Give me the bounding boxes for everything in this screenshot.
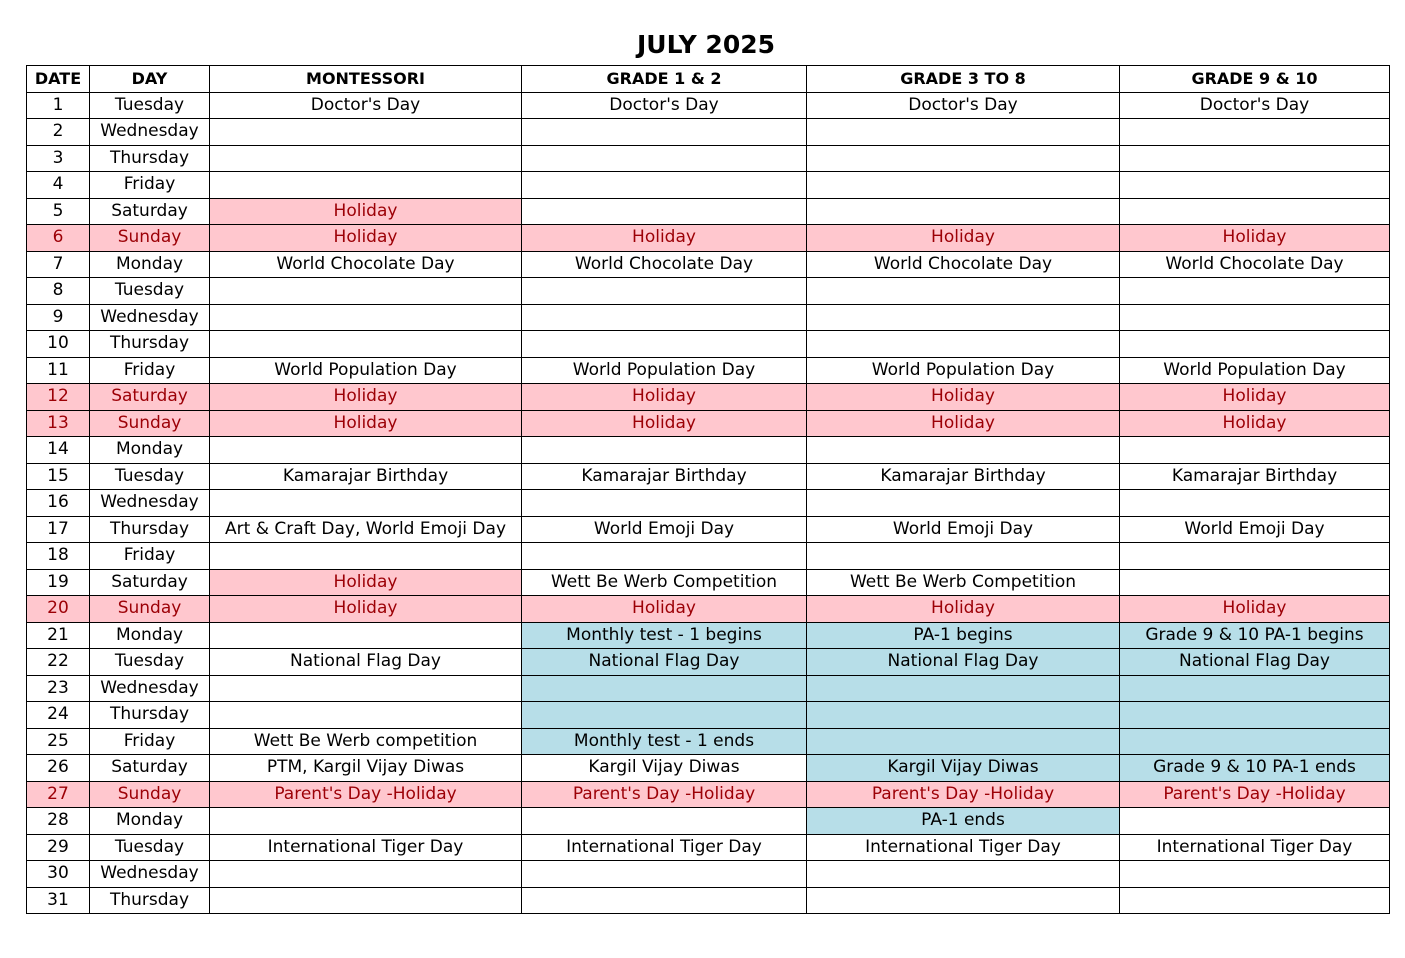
table-row: [27, 596, 1390, 623]
day-cell: Tuesday: [90, 649, 210, 676]
grade-9-10-cell: [1120, 543, 1390, 570]
day-cell: Monday: [90, 437, 210, 464]
grade-3-8-cell: Doctor's Day: [807, 92, 1120, 119]
day-cell: Saturday: [90, 384, 210, 411]
grade-9-10-cell: [1120, 278, 1390, 305]
grade-9-10-cell: [1120, 172, 1390, 199]
header-day: DAY: [90, 66, 210, 93]
table-row: [27, 92, 1390, 119]
table-row: [27, 304, 1390, 331]
day-cell: Saturday: [90, 755, 210, 782]
day-cell: Thursday: [90, 516, 210, 543]
grade-3-8-cell: [807, 198, 1120, 225]
grade-1-2-cell: [522, 304, 807, 331]
montessori-cell: Holiday: [210, 225, 522, 252]
montessori-cell: World Chocolate Day: [210, 251, 522, 278]
table-row: [27, 251, 1390, 278]
day-cell: Tuesday: [90, 278, 210, 305]
montessori-cell: [210, 145, 522, 172]
grade-3-8-cell: [807, 119, 1120, 146]
grade-1-2-cell: [522, 702, 807, 729]
montessori-cell: World Population Day: [210, 357, 522, 384]
header-grade-3-8: GRADE 3 TO 8: [807, 66, 1120, 93]
grade-9-10-cell: Grade 9 & 10 PA-1 begins: [1120, 622, 1390, 649]
date-cell: 29: [27, 834, 90, 861]
grade-1-2-cell: [522, 145, 807, 172]
day-cell: Sunday: [90, 225, 210, 252]
table-row: [27, 384, 1390, 411]
grade-3-8-cell: PA-1 ends: [807, 808, 1120, 835]
grade-3-8-cell: World Chocolate Day: [807, 251, 1120, 278]
montessori-cell: [210, 808, 522, 835]
day-cell: Wednesday: [90, 119, 210, 146]
grade-1-2-cell: Holiday: [522, 225, 807, 252]
date-cell: 3: [27, 145, 90, 172]
montessori-cell: Art & Craft Day, World Emoji Day: [210, 516, 522, 543]
grade-1-2-cell: Wett Be Werb Competition: [522, 569, 807, 596]
grade-9-10-cell: [1120, 861, 1390, 888]
table-row: [27, 463, 1390, 490]
day-cell: Thursday: [90, 702, 210, 729]
table-row: [27, 781, 1390, 808]
date-cell: 24: [27, 702, 90, 729]
grade-1-2-cell: World Chocolate Day: [522, 251, 807, 278]
grade-1-2-cell: [522, 437, 807, 464]
table-row: [27, 278, 1390, 305]
grade-9-10-cell: Holiday: [1120, 384, 1390, 411]
table-row: [27, 331, 1390, 358]
grade-9-10-cell: International Tiger Day: [1120, 834, 1390, 861]
grade-3-8-cell: [807, 543, 1120, 570]
grade-3-8-cell: World Population Day: [807, 357, 1120, 384]
header-grade-9-10: GRADE 9 & 10: [1120, 66, 1390, 93]
date-cell: 17: [27, 516, 90, 543]
grade-9-10-cell: National Flag Day: [1120, 649, 1390, 676]
day-cell: Saturday: [90, 198, 210, 225]
grade-3-8-cell: International Tiger Day: [807, 834, 1120, 861]
table-row: [27, 675, 1390, 702]
grade-3-8-cell: Kargil Vijay Diwas: [807, 755, 1120, 782]
grade-9-10-cell: [1120, 119, 1390, 146]
montessori-cell: PTM, Kargil Vijay Diwas: [210, 755, 522, 782]
montessori-cell: International Tiger Day: [210, 834, 522, 861]
date-cell: 12: [27, 384, 90, 411]
montessori-cell: Doctor's Day: [210, 92, 522, 119]
grade-1-2-cell: Kargil Vijay Diwas: [522, 755, 807, 782]
grade-9-10-cell: [1120, 702, 1390, 729]
table-row: [27, 543, 1390, 570]
grade-9-10-cell: Holiday: [1120, 225, 1390, 252]
day-cell: Friday: [90, 543, 210, 570]
day-cell: Thursday: [90, 887, 210, 914]
table-row: [27, 490, 1390, 517]
table-row: [27, 569, 1390, 596]
day-cell: Tuesday: [90, 463, 210, 490]
grade-1-2-cell: Holiday: [522, 410, 807, 437]
date-cell: 5: [27, 198, 90, 225]
grade-1-2-cell: Holiday: [522, 384, 807, 411]
montessori-cell: Holiday: [210, 410, 522, 437]
grade-9-10-cell: Holiday: [1120, 596, 1390, 623]
date-cell: 16: [27, 490, 90, 517]
grade-1-2-cell: [522, 675, 807, 702]
montessori-cell: [210, 622, 522, 649]
grade-3-8-cell: PA-1 begins: [807, 622, 1120, 649]
day-cell: Wednesday: [90, 675, 210, 702]
montessori-cell: [210, 490, 522, 517]
grade-3-8-cell: [807, 702, 1120, 729]
grade-3-8-cell: [807, 490, 1120, 517]
date-cell: 7: [27, 251, 90, 278]
grade-9-10-cell: [1120, 198, 1390, 225]
date-cell: 10: [27, 331, 90, 358]
day-cell: Friday: [90, 172, 210, 199]
calendar-title: JULY 2025: [636, 30, 776, 59]
montessori-cell: [210, 437, 522, 464]
grade-9-10-cell: World Emoji Day: [1120, 516, 1390, 543]
grade-3-8-cell: Holiday: [807, 596, 1120, 623]
date-cell: 30: [27, 861, 90, 888]
date-cell: 6: [27, 225, 90, 252]
grade-1-2-cell: Doctor's Day: [522, 92, 807, 119]
montessori-cell: Kamarajar Birthday: [210, 463, 522, 490]
grade-3-8-cell: Holiday: [807, 384, 1120, 411]
grade-9-10-cell: [1120, 145, 1390, 172]
montessori-cell: Parent's Day -Holiday: [210, 781, 522, 808]
calendar-table: [26, 65, 1390, 914]
day-cell: Friday: [90, 357, 210, 384]
montessori-cell: [210, 278, 522, 305]
date-cell: 22: [27, 649, 90, 676]
date-cell: 13: [27, 410, 90, 437]
grade-9-10-cell: [1120, 808, 1390, 835]
table-row: [27, 887, 1390, 914]
grade-3-8-cell: Holiday: [807, 410, 1120, 437]
grade-3-8-cell: [807, 437, 1120, 464]
table-row: [27, 357, 1390, 384]
grade-1-2-cell: [522, 172, 807, 199]
grade-3-8-cell: National Flag Day: [807, 649, 1120, 676]
table-row: [27, 728, 1390, 755]
header-date: DATE: [27, 66, 90, 93]
grade-9-10-cell: Parent's Day -Holiday: [1120, 781, 1390, 808]
grade-1-2-cell: [522, 119, 807, 146]
grade-9-10-cell: [1120, 728, 1390, 755]
table-row: [27, 225, 1390, 252]
grade-3-8-cell: Parent's Day -Holiday: [807, 781, 1120, 808]
table-row: [27, 119, 1390, 146]
date-cell: 25: [27, 728, 90, 755]
grade-3-8-cell: [807, 331, 1120, 358]
grade-1-2-cell: [522, 543, 807, 570]
date-cell: 14: [27, 437, 90, 464]
grade-1-2-cell: Monthly test - 1 ends: [522, 728, 807, 755]
montessori-cell: [210, 887, 522, 914]
grade-9-10-cell: [1120, 331, 1390, 358]
montessori-cell: Holiday: [210, 569, 522, 596]
table-row: [27, 145, 1390, 172]
grade-9-10-cell: Holiday: [1120, 410, 1390, 437]
day-cell: Monday: [90, 251, 210, 278]
montessori-cell: Holiday: [210, 596, 522, 623]
date-cell: 11: [27, 357, 90, 384]
table-row: [27, 649, 1390, 676]
grade-3-8-cell: [807, 861, 1120, 888]
table-row: [27, 622, 1390, 649]
date-cell: 15: [27, 463, 90, 490]
day-cell: Thursday: [90, 145, 210, 172]
day-cell: Thursday: [90, 331, 210, 358]
grade-3-8-cell: [807, 728, 1120, 755]
montessori-cell: [210, 675, 522, 702]
grade-1-2-cell: [522, 198, 807, 225]
header-grade-1-2: GRADE 1 & 2: [522, 66, 807, 93]
grade-9-10-cell: [1120, 675, 1390, 702]
day-cell: Sunday: [90, 410, 210, 437]
grade-1-2-cell: Parent's Day -Holiday: [522, 781, 807, 808]
montessori-cell: [210, 172, 522, 199]
grade-1-2-cell: [522, 808, 807, 835]
grade-1-2-cell: [522, 278, 807, 305]
grade-9-10-cell: [1120, 490, 1390, 517]
date-cell: 9: [27, 304, 90, 331]
date-cell: 19: [27, 569, 90, 596]
date-cell: 4: [27, 172, 90, 199]
grade-9-10-cell: [1120, 569, 1390, 596]
date-cell: 21: [27, 622, 90, 649]
day-cell: Wednesday: [90, 490, 210, 517]
grade-9-10-cell: [1120, 437, 1390, 464]
grade-1-2-cell: [522, 490, 807, 517]
grade-1-2-cell: [522, 331, 807, 358]
grade-9-10-cell: World Population Day: [1120, 357, 1390, 384]
grade-1-2-cell: International Tiger Day: [522, 834, 807, 861]
grade-3-8-cell: [807, 278, 1120, 305]
date-cell: 20: [27, 596, 90, 623]
grade-3-8-cell: [807, 675, 1120, 702]
grade-9-10-cell: World Chocolate Day: [1120, 251, 1390, 278]
table-row: [27, 516, 1390, 543]
grade-1-2-cell: World Population Day: [522, 357, 807, 384]
table-row: [27, 172, 1390, 199]
montessori-cell: [210, 861, 522, 888]
grade-1-2-cell: World Emoji Day: [522, 516, 807, 543]
montessori-cell: National Flag Day: [210, 649, 522, 676]
montessori-cell: [210, 543, 522, 570]
grade-3-8-cell: Kamarajar Birthday: [807, 463, 1120, 490]
date-cell: 27: [27, 781, 90, 808]
grade-3-8-cell: [807, 172, 1120, 199]
grade-1-2-cell: [522, 861, 807, 888]
day-cell: Friday: [90, 728, 210, 755]
day-cell: Sunday: [90, 596, 210, 623]
day-cell: Monday: [90, 622, 210, 649]
grade-3-8-cell: Holiday: [807, 225, 1120, 252]
montessori-cell: Holiday: [210, 198, 522, 225]
montessori-cell: Holiday: [210, 384, 522, 411]
grade-9-10-cell: [1120, 304, 1390, 331]
date-cell: 2: [27, 119, 90, 146]
table-row: [27, 702, 1390, 729]
montessori-cell: [210, 119, 522, 146]
table-row: [27, 861, 1390, 888]
table-row: [27, 834, 1390, 861]
header-row: [27, 66, 1390, 93]
grade-1-2-cell: Monthly test - 1 begins: [522, 622, 807, 649]
table-row: [27, 437, 1390, 464]
grade-3-8-cell: World Emoji Day: [807, 516, 1120, 543]
table-row: [27, 410, 1390, 437]
calendar-body: [27, 92, 1390, 914]
date-cell: 18: [27, 543, 90, 570]
grade-1-2-cell: Holiday: [522, 596, 807, 623]
table-row: [27, 198, 1390, 225]
header-montessori: MONTESSORI: [210, 66, 522, 93]
grade-3-8-cell: [807, 304, 1120, 331]
grade-9-10-cell: [1120, 887, 1390, 914]
grade-3-8-cell: Wett Be Werb Competition: [807, 569, 1120, 596]
grade-1-2-cell: [522, 887, 807, 914]
date-cell: 8: [27, 278, 90, 305]
grade-3-8-cell: [807, 145, 1120, 172]
day-cell: Tuesday: [90, 92, 210, 119]
montessori-cell: [210, 331, 522, 358]
montessori-cell: Wett Be Werb competition: [210, 728, 522, 755]
grade-3-8-cell: [807, 887, 1120, 914]
day-cell: Wednesday: [90, 861, 210, 888]
montessori-cell: [210, 702, 522, 729]
day-cell: Wednesday: [90, 304, 210, 331]
day-cell: Saturday: [90, 569, 210, 596]
day-cell: Monday: [90, 808, 210, 835]
date-cell: 31: [27, 887, 90, 914]
montessori-cell: [210, 304, 522, 331]
grade-9-10-cell: Grade 9 & 10 PA-1 ends: [1120, 755, 1390, 782]
table-row: [27, 808, 1390, 835]
date-cell: 1: [27, 92, 90, 119]
date-cell: 23: [27, 675, 90, 702]
date-cell: 26: [27, 755, 90, 782]
grade-9-10-cell: Doctor's Day: [1120, 92, 1390, 119]
date-cell: 28: [27, 808, 90, 835]
day-cell: Sunday: [90, 781, 210, 808]
day-cell: Tuesday: [90, 834, 210, 861]
grade-9-10-cell: Kamarajar Birthday: [1120, 463, 1390, 490]
table-row: [27, 755, 1390, 782]
grade-1-2-cell: Kamarajar Birthday: [522, 463, 807, 490]
grade-1-2-cell: National Flag Day: [522, 649, 807, 676]
